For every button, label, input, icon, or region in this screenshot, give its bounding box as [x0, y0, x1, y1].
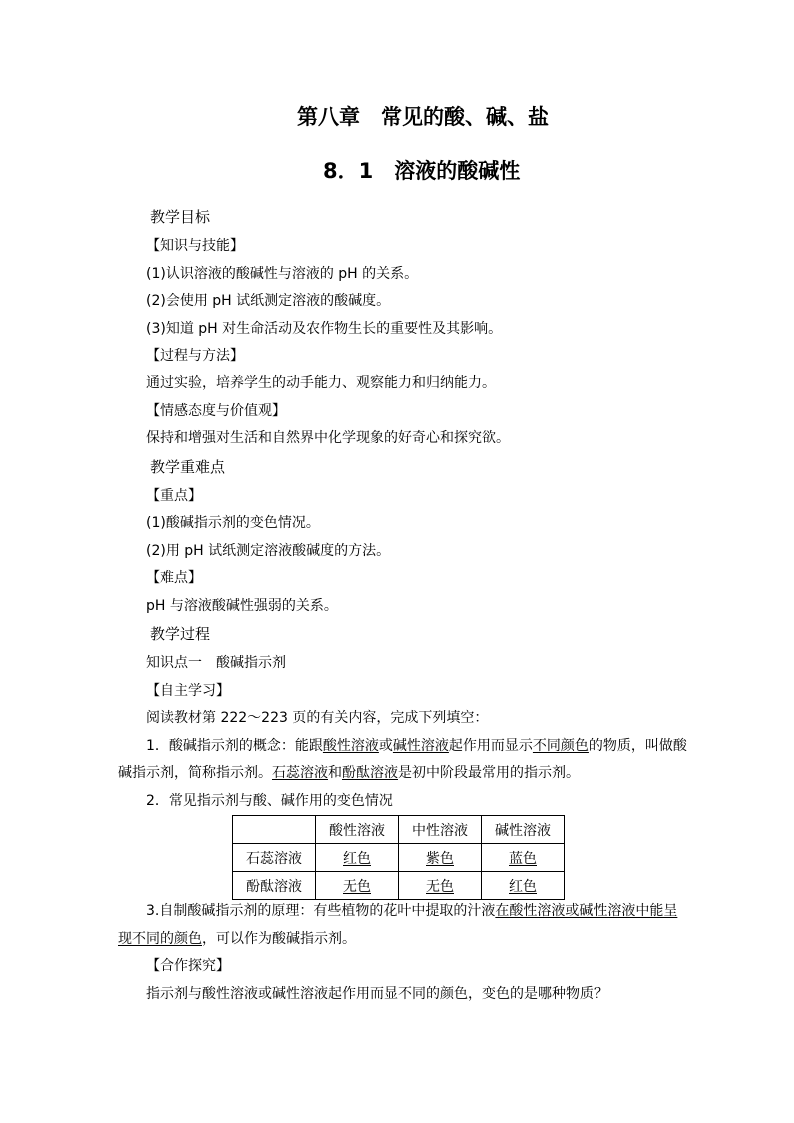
table-cell: 红色 — [343, 850, 371, 867]
teaching-process-heading: 教学过程 — [150, 625, 211, 643]
item3-line2 — [118, 930, 356, 948]
focus-item-1: (1)酸碱指示剂的变色情况。 — [146, 515, 320, 531]
item2-text: 2．常见指示剂与酸、碱作用的变色情况 — [146, 793, 393, 809]
item3-text: ，可以作为酸碱指示剂。 — [202, 931, 356, 947]
knowledge-item-3: (3)知道 pH 对生命活动及农作物生长的重要性及其影响。 — [146, 321, 503, 337]
difficulty-heading: 【难点】 — [146, 570, 202, 586]
table-header-cell: 碱性溶液 — [482, 816, 565, 844]
chapter-title: 第八章 常见的酸、碱、盐 — [297, 105, 549, 129]
attitude-text: 保持和增强对生活和自然界中化学现象的好奇心和探究欲。 — [146, 430, 510, 446]
knowledge-point-title: 知识点一 酸碱指示剂 — [146, 655, 286, 671]
table-row — [233, 872, 565, 900]
objectives-heading: 教学目标 — [150, 208, 211, 226]
table-header-row — [233, 816, 565, 844]
item1-text: 或 — [378, 738, 393, 754]
coop-heading: 【合作探究】 — [146, 958, 230, 974]
indicator-table — [232, 815, 565, 900]
difficulty-text: pH 与溶液酸碱性强弱的关系。 — [146, 598, 338, 614]
table-row-label: 石蕊溶液 — [233, 844, 316, 872]
table-header-cell: 中性溶液 — [399, 816, 482, 844]
item1-text: 1．酸碱指示剂的概念：能跟 — [146, 738, 323, 754]
item1-line2 — [118, 764, 580, 782]
item3-text: 3.自制酸碱指示剂的原理：有些植物的花叶中提取的汁液 — [146, 903, 496, 919]
table-header-cell — [233, 816, 316, 844]
item1-blank-litmus: 石蕊溶液 — [272, 765, 328, 781]
section-title: 8．1 溶液的酸碱性 — [323, 159, 521, 183]
keypoints-heading: 教学重难点 — [150, 458, 226, 476]
process-text: 通过实验，培养学生的动手能力、观察能力和归纳能力。 — [146, 375, 496, 391]
table-header-cell: 酸性溶液 — [316, 816, 399, 844]
item3-blank: 现不同的颜色 — [118, 931, 202, 947]
table-cell: 蓝色 — [509, 850, 537, 867]
item1-blank-base: 碱性溶液 — [392, 738, 449, 754]
focus-item-2: (2)用 pH 试纸测定溶液酸碱度的方法。 — [146, 543, 391, 559]
table-cell: 紫色 — [426, 850, 454, 867]
item1-line1 — [146, 737, 687, 755]
attitude-heading: 【情感态度与价值观】 — [146, 403, 286, 419]
table-cell: 红色 — [509, 878, 537, 895]
coop-question: 指示剂与酸性溶液或碱性溶液起作用而显不同的颜色，变色的是哪种物质？ — [146, 986, 608, 1002]
knowledge-item-1: (1)认识溶液的酸碱性与溶液的 pH 的关系。 — [146, 266, 419, 282]
item3-line1 — [146, 902, 677, 920]
knowledge-heading: 【知识与技能】 — [146, 238, 244, 254]
item1-blank-color: 不同颜色 — [532, 738, 589, 754]
item1-blank-phenol: 酚酞溶液 — [342, 765, 398, 781]
table-row-label: 酚酞溶液 — [233, 872, 316, 900]
process-heading: 【过程与方法】 — [146, 348, 244, 364]
knowledge-item-2: (2)会使用 pH 试纸测定溶液的酸碱度。 — [146, 293, 391, 309]
self-study-heading: 【自主学习】 — [146, 683, 230, 699]
focus-heading: 【重点】 — [146, 488, 202, 504]
table-cell: 无色 — [426, 878, 454, 895]
table-cell: 无色 — [343, 878, 371, 895]
item1-text: 是初中阶段最常用的指示剂。 — [398, 765, 580, 781]
table-row — [233, 844, 565, 872]
item1-text: 起作用而显示 — [448, 738, 533, 754]
item3-blank: 在酸性溶液或碱性溶液中能呈 — [495, 903, 678, 919]
reading-instruction: 阅读教材第 222～223 页的有关内容，完成下列填空： — [146, 710, 489, 726]
item1-text: 的物质，叫做酸 — [588, 738, 687, 754]
item1-text: 碱指示剂，简称指示剂。 — [118, 765, 272, 781]
item1-text: 和 — [328, 765, 342, 781]
item1-blank-acid: 酸性溶液 — [322, 738, 379, 754]
